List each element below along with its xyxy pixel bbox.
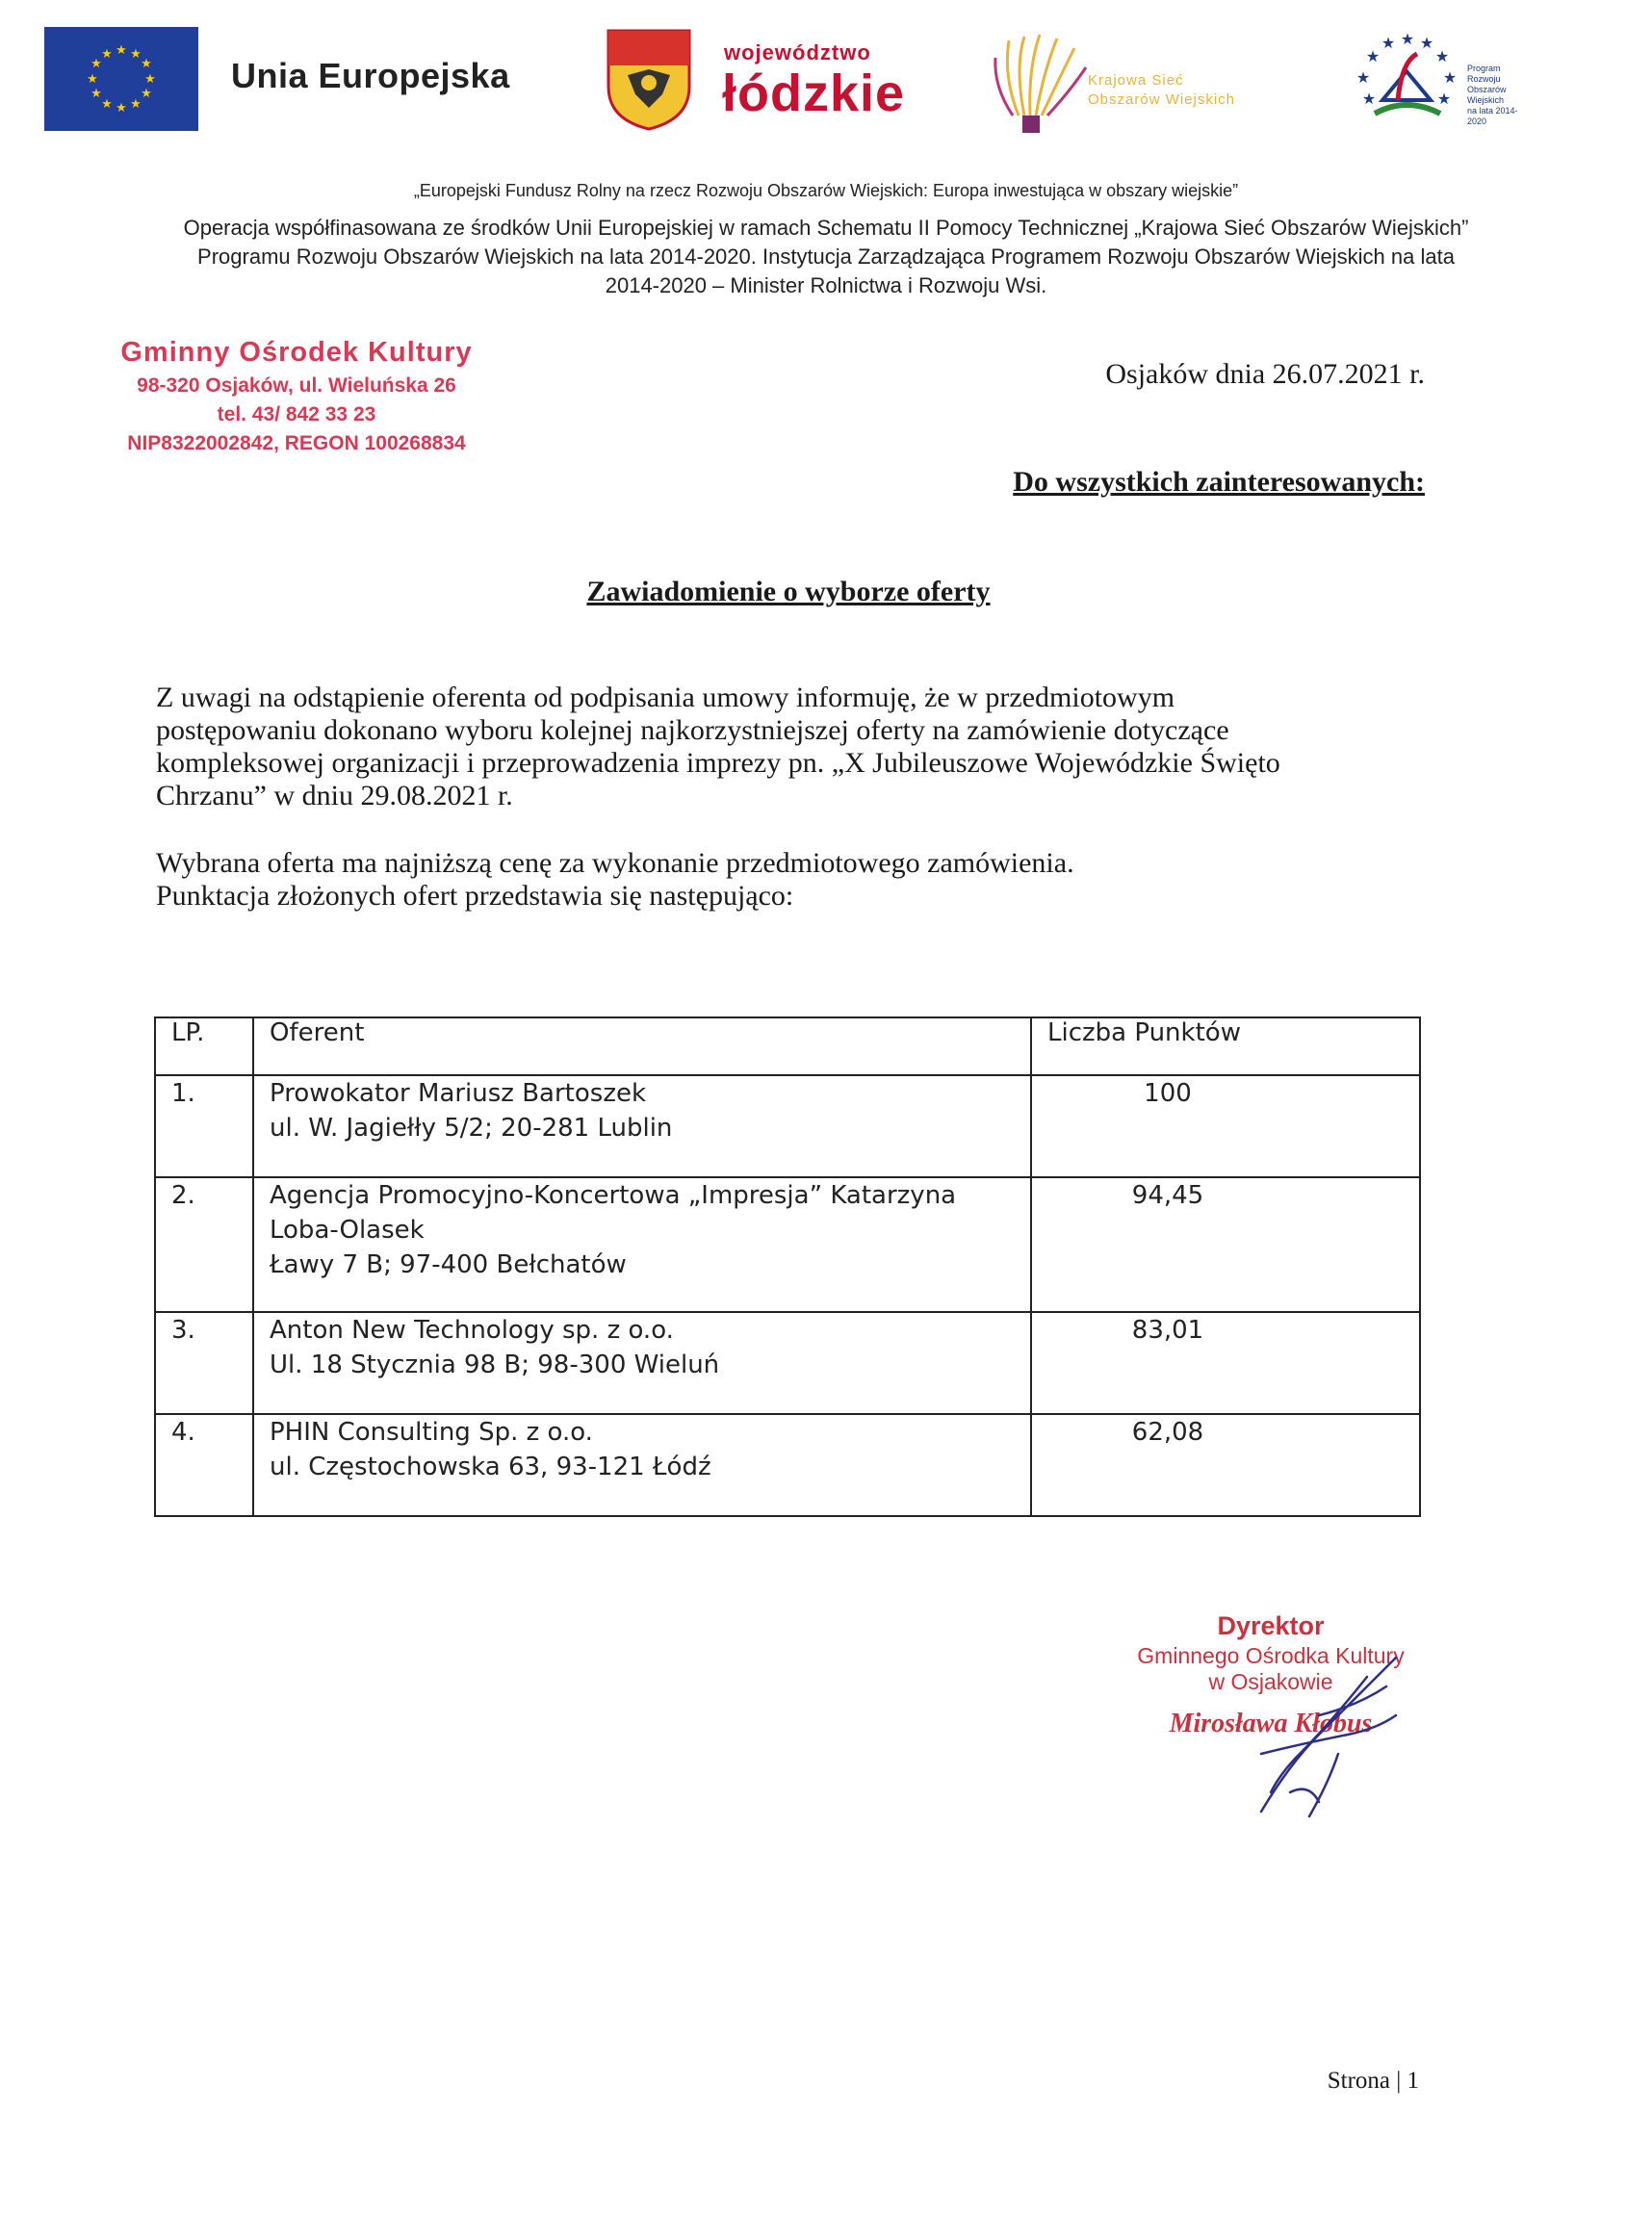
body-line: Wybrana oferta ma najniższą cenę za wykonanie przedmiotowego zamówienia. (156, 847, 1074, 879)
cell-points (1031, 1312, 1420, 1414)
document-date: Osjaków dnia 26.07.2021 r. (1105, 358, 1425, 390)
cell-lp (155, 1312, 253, 1414)
cell-points (1031, 1177, 1420, 1312)
eu-flag-stars (44, 27, 198, 131)
svg-text:★: ★ (1436, 90, 1452, 108)
handwritten-signature-icon (1203, 1648, 1425, 1821)
body-line: kompleksowej organizacji i przeprowadzenia imprezy pn. „X Jubileuszowe Wojewódzkie Święto (156, 747, 1280, 779)
lp-value: 3. (171, 1316, 195, 1345)
svg-text:★: ★ (1381, 34, 1396, 52)
cell-offer (253, 1075, 1031, 1177)
stamp-name: Gminny Ośrodek Kultury (120, 337, 473, 368)
header-offer: Oferent (253, 1017, 1031, 1075)
svg-text:★: ★ (1442, 68, 1458, 87)
header-lp: LP. (155, 1017, 253, 1075)
ksow-logo-icon (990, 29, 1096, 137)
director-institution: Gminnego Ośrodka Kultury (1137, 1643, 1405, 1668)
lp-value: 2. (171, 1181, 195, 1210)
svg-text:★: ★ (1400, 33, 1415, 48)
offer-line: Ławy 7 B; 97-400 Bełchatów (270, 1250, 627, 1279)
prow-logo-icon (1354, 33, 1459, 129)
cell-offer (253, 1177, 1031, 1312)
stamp-phone: tel. 43/ 842 33 23 (217, 403, 376, 425)
table-header-row (155, 1017, 1420, 1075)
page-number: Strona | 1 (1327, 2068, 1419, 2094)
offer-line: ul. Częstochowska 63, 93-121 Łódź (270, 1453, 711, 1481)
ksow-label-line2: Obszarów Wiejskich (1088, 91, 1236, 108)
offer-line: Agencja Promocyjno-Koncertowa „Impresja” Katarzyna (270, 1181, 957, 1210)
offer-line: PHIN Consulting Sp. z o.o. (270, 1418, 593, 1447)
funding-line: Programu Rozwoju Obszarów Wiejskich na lata 2014-2020. Instytucja Zarządzająca Programem Rozwoju Obszarów Wiejskich na lata (197, 244, 1455, 269)
table-row (155, 1312, 1420, 1414)
region-label-big: łódzkie (722, 64, 906, 122)
points-value: 100 (1144, 1079, 1192, 1108)
stamp-address: 98-320 Osjaków, ul. Wieluńska 26 (137, 374, 456, 397)
prow-label-line: Program (1467, 64, 1501, 73)
lp-value: 4. (171, 1418, 195, 1447)
lodzkie-crest-icon (605, 27, 693, 133)
svg-text:★: ★ (1361, 90, 1377, 108)
svg-text:★: ★ (130, 47, 142, 62)
body-line: Chrzanu” w dniu 29.08.2021 r. (156, 780, 513, 811)
svg-text:★: ★ (116, 43, 127, 58)
lp-value: 1. (171, 1079, 195, 1108)
prow-label-line: Wiejskich (1467, 95, 1505, 105)
svg-text:★: ★ (1365, 47, 1381, 65)
institution-stamp (114, 337, 479, 455)
document-title: Zawiadomienie o wyborze oferty (586, 576, 991, 607)
body-line: Punktacja złożonych ofert przedstawia się następująco: (156, 880, 794, 912)
region-label-small: województwo (724, 40, 871, 64)
table-row (155, 1075, 1420, 1177)
eu-flag-icon (44, 27, 198, 131)
cell-offer (253, 1414, 1031, 1516)
body-paragraph-2 (156, 847, 1427, 913)
svg-text:★: ★ (90, 57, 102, 71)
funding-line: Operacja współfinasowana ze środków Unii Europejskiej w ramach Schematu II Pomocy Technicznej „Krajowa Sieć Obszarów Wiejskich” (183, 216, 1469, 240)
points-value: 94,45 (1131, 1181, 1204, 1210)
funding-slogan: „Europejski Fundusz Rolny na rzecz Rozwoju Obszarów Wiejskich: Europa inwestująca w obszary wiejskie” (413, 181, 1239, 200)
svg-text:★: ★ (87, 72, 98, 87)
cell-lp (155, 1177, 253, 1312)
cell-lp (155, 1075, 253, 1177)
offer-line: ul. W. Jagiełły 5/2; 20-281 Lublin (270, 1114, 673, 1143)
eu-label: Unia Europejska (231, 56, 510, 95)
director-title: Dyrektor (1217, 1611, 1325, 1640)
prow-label-line: Rozwoju (1467, 74, 1501, 84)
offer-line: Loba-Olasek (270, 1216, 425, 1245)
prow-label-line: na lata 2014-2020 (1467, 106, 1518, 126)
svg-text:★: ★ (130, 97, 142, 112)
svg-text:★: ★ (116, 101, 127, 116)
table-row (155, 1177, 1420, 1312)
points-value: 62,08 (1131, 1418, 1204, 1447)
body-paragraph-1 (156, 682, 1427, 812)
svg-text:★: ★ (1419, 34, 1434, 52)
svg-text:★: ★ (144, 72, 156, 87)
offers-table (154, 1016, 1421, 1517)
svg-text:★: ★ (90, 87, 102, 101)
body-line: Z uwagi na odstąpienie oferenta od podpisania umowy informuję, że w przedmiotowym (156, 682, 1175, 713)
director-name: Mirosława Kłobus (1169, 1709, 1373, 1738)
stamp-ids: NIP8322002842, REGON 100268834 (127, 432, 466, 454)
cell-points (1031, 1414, 1420, 1516)
offer-line: Ul. 18 Stycznia 98 B; 98-300 Wieluń (270, 1351, 720, 1379)
svg-text:★: ★ (1434, 47, 1450, 65)
cell-points (1031, 1075, 1420, 1177)
recipient-line: Do wszystkich zainteresowanych: (1013, 466, 1425, 498)
prow-label-line: Obszarów (1467, 85, 1507, 94)
cell-lp (155, 1414, 253, 1516)
prow-label (1467, 64, 1535, 127)
table-row (155, 1414, 1420, 1516)
points-value: 83,01 (1131, 1316, 1204, 1345)
svg-text:★: ★ (1355, 68, 1371, 87)
offer-line: Prowokator Mariusz Bartoszek (270, 1079, 647, 1108)
offer-line: Anton New Technology sp. z o.o. (270, 1316, 674, 1345)
ksow-label (1088, 71, 1235, 110)
svg-text:★: ★ (141, 87, 152, 101)
svg-text:★: ★ (141, 57, 152, 71)
svg-text:★: ★ (101, 47, 113, 62)
svg-text:★: ★ (101, 97, 113, 112)
director-location: w Osjakowie (1208, 1669, 1333, 1694)
funding-statement (39, 214, 1613, 300)
cell-offer (253, 1312, 1031, 1414)
funding-line: 2014-2020 – Minister Rolnictwa i Rozwoju Wsi. (605, 273, 1047, 297)
body-line: postępowaniu dokonano wyboru kolejnej najkorzystniejszej oferty na zamówienie dotyczące (156, 714, 1229, 746)
header-points: Liczba Punktów (1031, 1017, 1420, 1075)
ksow-label-line1: Krajowa Sieć (1088, 72, 1184, 89)
